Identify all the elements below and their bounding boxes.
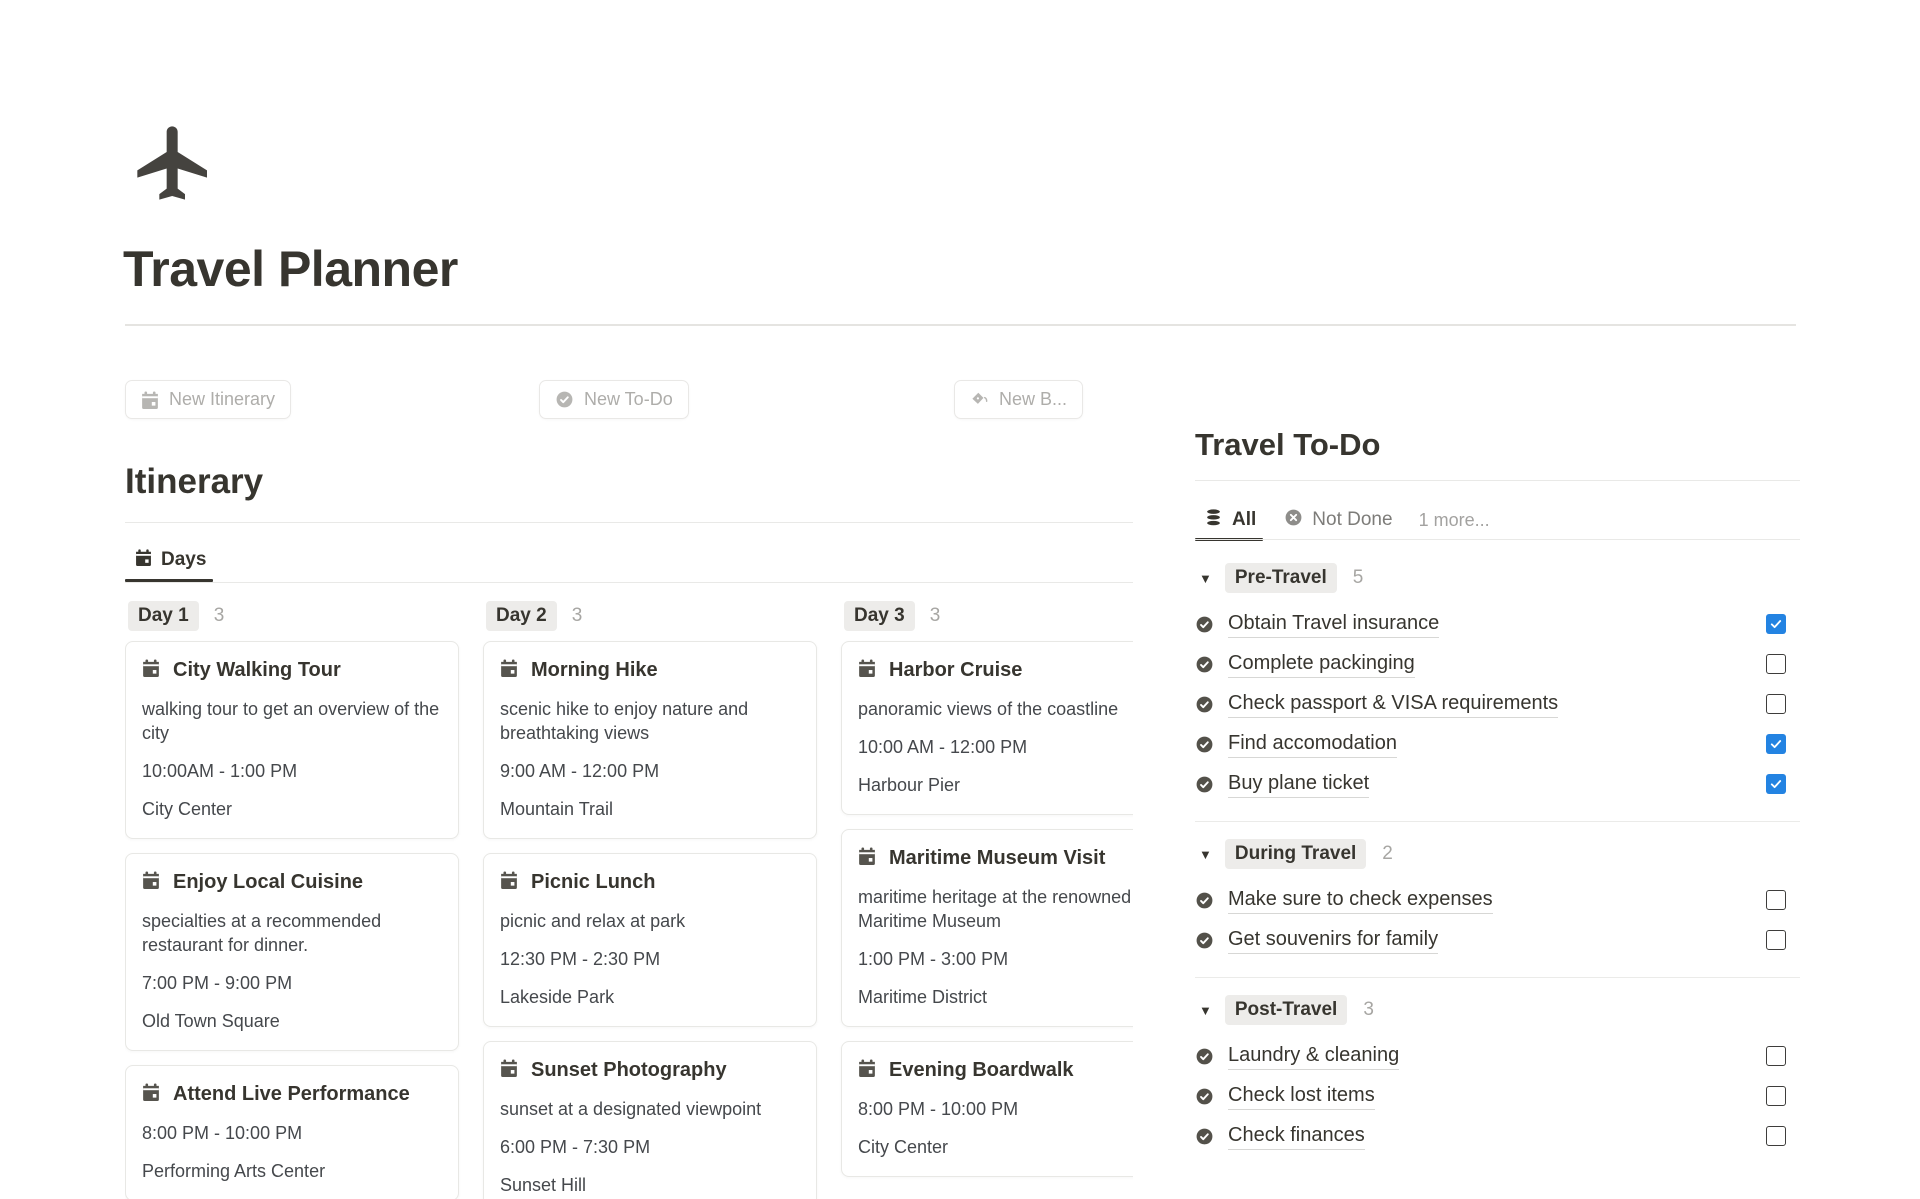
card-location: City Center bbox=[858, 1137, 949, 1157]
card-title-row bbox=[500, 1057, 800, 1083]
card-title: Morning Hike bbox=[531, 659, 658, 681]
card-location: Maritime District bbox=[858, 987, 987, 1007]
calendar-icon bbox=[142, 871, 160, 894]
todo-item bbox=[1195, 724, 1800, 764]
itinerary-card[interactable] bbox=[483, 641, 817, 839]
card-location: Performing Arts Center bbox=[142, 1161, 326, 1181]
card-location: Lakeside Park bbox=[500, 987, 615, 1007]
itinerary-card[interactable] bbox=[483, 853, 817, 1027]
column-count: 3 bbox=[213, 605, 225, 626]
done-checkbox[interactable] bbox=[1766, 654, 1786, 674]
itinerary-card[interactable] bbox=[125, 641, 459, 839]
card-time: 6:00 PM - 7:30 PM bbox=[500, 1137, 651, 1157]
check-circle-icon bbox=[555, 390, 574, 409]
check-circle-icon bbox=[1195, 775, 1214, 794]
calendar-icon bbox=[142, 1083, 160, 1106]
page-title: Travel Planner bbox=[123, 241, 458, 297]
todo-divider bbox=[1195, 480, 1800, 481]
done-checkbox[interactable] bbox=[1766, 1086, 1786, 1106]
tabbar-divider bbox=[1195, 539, 1800, 540]
todo-item bbox=[1195, 920, 1800, 960]
card-title-row bbox=[142, 1081, 442, 1107]
calendar-icon bbox=[500, 1059, 518, 1082]
card-location: Mountain Trail bbox=[500, 799, 614, 819]
group-divider bbox=[1195, 977, 1800, 978]
calendar-icon bbox=[500, 871, 518, 894]
card-title-row bbox=[858, 1057, 1133, 1083]
calendar-icon bbox=[135, 549, 152, 572]
card-title-row bbox=[858, 657, 1133, 683]
board-column bbox=[841, 597, 1133, 1199]
check-circle-icon bbox=[1195, 931, 1214, 950]
card-time: 8:00 PM - 10:00 PM bbox=[142, 1123, 303, 1143]
done-checkbox[interactable] bbox=[1766, 734, 1786, 754]
group-divider bbox=[1195, 821, 1800, 822]
todo-item-link[interactable]: Check finances bbox=[1228, 1122, 1365, 1150]
card-time: 12:30 PM - 2:30 PM bbox=[500, 949, 661, 969]
card-description: panoramic views of the coastline bbox=[858, 699, 1119, 719]
calendar-icon bbox=[500, 659, 518, 682]
done-checkbox[interactable] bbox=[1766, 890, 1786, 910]
card-location: City Center bbox=[142, 799, 233, 819]
card-title-row bbox=[500, 657, 800, 683]
card-time: 9:00 AM - 12:00 PM bbox=[500, 761, 660, 781]
itinerary-card[interactable] bbox=[125, 1065, 459, 1199]
done-checkbox[interactable] bbox=[1766, 694, 1786, 714]
calendar-icon bbox=[141, 391, 159, 409]
todo-tabbar bbox=[1195, 498, 1800, 542]
card-title: Attend Live Performance bbox=[173, 1083, 410, 1105]
card-title: Harbor Cruise bbox=[889, 659, 1023, 681]
todo-item bbox=[1195, 1076, 1800, 1116]
todo-item bbox=[1195, 684, 1800, 724]
tab-more[interactable] bbox=[1419, 510, 1490, 531]
group-label-pill[interactable]: Pre-Travel bbox=[1225, 563, 1337, 593]
check-circle-icon bbox=[1195, 735, 1214, 754]
done-checkbox[interactable] bbox=[1766, 774, 1786, 794]
calendar-icon bbox=[858, 659, 876, 682]
itinerary-divider bbox=[125, 522, 1133, 523]
tab-all-label: All bbox=[1232, 509, 1257, 530]
card-description: walking tour to get an overview of the city bbox=[142, 699, 440, 743]
card-title: City Walking Tour bbox=[173, 659, 341, 681]
column-label-pill[interactable]: Day 3 bbox=[844, 601, 915, 631]
todo-item-link[interactable]: Laundry & cleaning bbox=[1228, 1042, 1399, 1070]
todo-item-link[interactable]: Find accomodation bbox=[1228, 730, 1397, 758]
done-checkbox[interactable] bbox=[1766, 614, 1786, 634]
check-circle-icon bbox=[1195, 1087, 1214, 1106]
card-title: Picnic Lunch bbox=[531, 871, 656, 893]
card-title: Maritime Museum Visit bbox=[889, 847, 1106, 869]
group-header bbox=[1195, 838, 1800, 870]
toolbar bbox=[125, 380, 1796, 420]
check-circle-icon bbox=[1195, 1047, 1214, 1066]
todo-item bbox=[1195, 1116, 1800, 1156]
todo-group bbox=[1195, 562, 1800, 804]
itinerary-card[interactable] bbox=[841, 829, 1133, 1027]
tab-days-label: Days bbox=[161, 549, 207, 570]
new-b-label: New B... bbox=[999, 389, 1068, 409]
card-time: 8:00 PM - 10:00 PM bbox=[858, 1099, 1019, 1119]
todo-item-link[interactable]: Complete packinging bbox=[1228, 650, 1415, 678]
card-location: Sunset Hill bbox=[500, 1175, 587, 1195]
todo-item-link[interactable]: Obtain Travel insurance bbox=[1228, 610, 1439, 638]
done-checkbox[interactable] bbox=[1766, 1046, 1786, 1066]
collapse-triangle-icon[interactable]: ▼ bbox=[1199, 570, 1212, 586]
pen-icon bbox=[970, 390, 989, 409]
card-title: Enjoy Local Cuisine bbox=[173, 871, 364, 893]
collapse-triangle-icon[interactable]: ▼ bbox=[1199, 1002, 1212, 1018]
board-column bbox=[125, 597, 459, 1199]
itinerary-heading: Itinerary bbox=[125, 462, 264, 501]
itinerary-tabbar bbox=[125, 541, 1133, 583]
card-title-row bbox=[142, 657, 442, 683]
card-time: 10:00 AM - 12:00 PM bbox=[858, 737, 1028, 757]
column-header bbox=[128, 601, 459, 631]
group-count: 2 bbox=[1382, 843, 1393, 864]
board-column bbox=[483, 597, 817, 1199]
calendar-icon bbox=[858, 1059, 876, 1082]
todo-item bbox=[1195, 764, 1800, 804]
todo-item-link[interactable]: Make sure to check expenses bbox=[1228, 886, 1493, 914]
column-count: 3 bbox=[929, 605, 941, 626]
itinerary-board bbox=[125, 597, 1133, 1199]
card-title-row bbox=[858, 845, 1133, 871]
new-b-button[interactable] bbox=[954, 380, 1083, 419]
card-time: 7:00 PM - 9:00 PM bbox=[142, 973, 293, 993]
todo-item bbox=[1195, 604, 1800, 644]
todo-item-link[interactable]: Check passport & VISA requirements bbox=[1228, 690, 1558, 718]
todo-item-link[interactable]: Buy plane ticket bbox=[1228, 770, 1369, 798]
check-circle-icon bbox=[1195, 695, 1214, 714]
tabbar-divider bbox=[125, 582, 1133, 583]
done-checkbox[interactable] bbox=[1766, 930, 1786, 950]
card-title-row bbox=[142, 869, 442, 895]
todo-item bbox=[1195, 880, 1800, 920]
header-divider bbox=[125, 324, 1796, 326]
column-header bbox=[486, 601, 817, 631]
group-header bbox=[1195, 994, 1800, 1026]
check-circle-icon bbox=[1195, 1127, 1214, 1146]
todo-item bbox=[1195, 1036, 1800, 1076]
new-todo-button[interactable] bbox=[539, 380, 689, 419]
check-circle-icon bbox=[1195, 891, 1214, 910]
done-checkbox[interactable] bbox=[1766, 1126, 1786, 1146]
card-location: Old Town Square bbox=[142, 1011, 280, 1031]
card-title-row bbox=[500, 869, 800, 895]
todo-heading: Travel To-Do bbox=[1195, 427, 1381, 462]
card-time: 1:00 PM - 3:00 PM bbox=[858, 949, 1009, 969]
database-icon bbox=[1204, 508, 1223, 533]
group-label-pill[interactable]: Post-Travel bbox=[1225, 995, 1347, 1025]
card-description: maritime heritage at the renowned Maritime Museum bbox=[858, 887, 1132, 931]
card-description: scenic hike to enjoy nature and breathtaking views bbox=[500, 699, 749, 743]
tab-more-label: 1 more... bbox=[1418, 509, 1490, 530]
column-label-pill[interactable]: Day 1 bbox=[128, 601, 199, 631]
itinerary-card[interactable] bbox=[483, 1041, 817, 1199]
itinerary-card[interactable] bbox=[841, 641, 1133, 815]
todo-item-link[interactable]: Get souvenirs for family bbox=[1228, 926, 1438, 954]
card-description: sunset at a designated viewpoint bbox=[500, 1099, 762, 1119]
todo-groups bbox=[1195, 556, 1800, 1156]
todo-group bbox=[1195, 838, 1800, 960]
column-label-pill[interactable]: Day 2 bbox=[486, 601, 557, 631]
card-title: Sunset Photography bbox=[531, 1059, 727, 1081]
plane-icon[interactable] bbox=[130, 119, 218, 207]
check-circle-icon bbox=[1195, 615, 1214, 634]
todo-item bbox=[1195, 644, 1800, 684]
card-description: specialties at a recommended restaurant for dinner. bbox=[142, 911, 382, 955]
card-location: Harbour Pier bbox=[858, 775, 961, 795]
tab-not-done-label: Not Done bbox=[1312, 509, 1393, 530]
column-header bbox=[844, 601, 1133, 631]
new-todo-label: New To-Do bbox=[584, 389, 673, 409]
new-itinerary-button[interactable] bbox=[125, 380, 291, 419]
calendar-icon bbox=[858, 847, 876, 870]
tab-all[interactable] bbox=[1202, 501, 1258, 539]
card-description: picnic and relax at park bbox=[500, 911, 686, 931]
itinerary-card[interactable] bbox=[841, 1041, 1133, 1177]
tab-not-done[interactable] bbox=[1282, 501, 1394, 539]
group-count: 5 bbox=[1352, 567, 1364, 588]
group-count: 3 bbox=[1363, 999, 1374, 1020]
new-itinerary-label: New Itinerary bbox=[169, 389, 276, 409]
collapse-triangle-icon[interactable]: ▼ bbox=[1199, 846, 1212, 862]
todo-item-link[interactable]: Check lost items bbox=[1228, 1082, 1375, 1110]
x-circle-icon bbox=[1284, 508, 1303, 533]
column-count: 3 bbox=[571, 605, 583, 626]
check-circle-icon bbox=[1195, 655, 1214, 674]
card-time: 10:00AM - 1:00 PM bbox=[142, 761, 298, 781]
group-header bbox=[1195, 562, 1800, 594]
todo-group bbox=[1195, 994, 1800, 1156]
calendar-icon bbox=[142, 659, 160, 682]
itinerary-card[interactable] bbox=[125, 853, 459, 1051]
group-label-pill[interactable]: During Travel bbox=[1225, 839, 1366, 869]
card-title: Evening Boardwalk bbox=[889, 1059, 1074, 1081]
tab-days[interactable] bbox=[125, 541, 216, 579]
